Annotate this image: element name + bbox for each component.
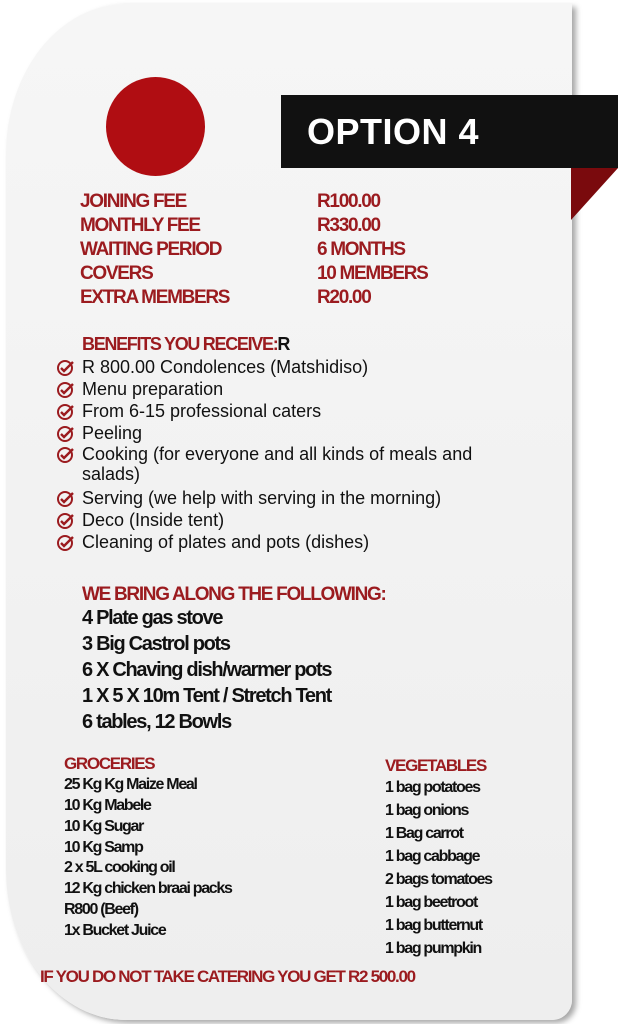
fee-value: 6 MONTHS	[317, 239, 405, 260]
vegetable-item: 1 bag pumpkin	[385, 940, 481, 957]
fee-row-waiting	[80, 239, 480, 263]
grocery-item: 10 Kg Sugar	[64, 818, 144, 835]
bring-item: 6 tables, 12 Bowls	[82, 711, 231, 733]
benefit-text: Menu preparation	[82, 379, 224, 399]
check-circle-icon	[56, 381, 76, 399]
vegetable-item: 1 bag cabbage	[385, 848, 480, 865]
bring-item: 3 Big Castrol pots	[82, 633, 230, 655]
grocery-item: 2 x 5L cooking oil	[64, 859, 175, 876]
option-title-banner	[281, 95, 618, 168]
benefits-title-suffix: R	[277, 334, 290, 354]
bring-item: 6 X Chaving dish/warmer pots	[82, 659, 332, 681]
benefit-item	[56, 532, 536, 554]
check-circle-icon	[56, 425, 76, 443]
vegetable-item: 1 bag onions	[385, 802, 469, 819]
fee-row-joining	[80, 191, 480, 215]
bring-title: WE BRING ALONG THE FOLLOWING:	[82, 584, 386, 605]
grocery-item: 1x Bucket Juice	[64, 922, 166, 939]
ribbon-fold	[571, 168, 618, 220]
grocery-item: 12 Kg chicken braai packs	[64, 880, 232, 897]
groceries-title: GROCERIES	[64, 754, 155, 773]
fee-value: R20.00	[317, 287, 371, 308]
benefit-text: Peeling	[82, 423, 143, 443]
benefit-item	[56, 510, 536, 532]
vegetables-title: VEGETABLES	[385, 756, 486, 775]
benefit-item	[56, 423, 536, 445]
check-circle-icon	[56, 534, 76, 552]
red-circle-decoration	[106, 77, 205, 176]
vegetable-item: 1 bag beetroot	[385, 894, 478, 911]
benefit-text: R 800.00 Condolences (Matshidiso)	[82, 357, 369, 377]
check-circle-icon	[56, 359, 76, 377]
vegetable-item: 1 bag potatoes	[385, 779, 480, 796]
fee-value: R330.00	[317, 215, 380, 236]
bring-item: 4 Plate gas stove	[82, 607, 223, 629]
benefit-text: Cleaning of plates and pots (dishes)	[82, 532, 370, 552]
check-circle-icon	[56, 490, 76, 508]
benefits-title	[82, 334, 289, 355]
check-circle-icon	[56, 512, 76, 530]
bring-item: 1 X 5 X 10m Tent / Stretch Tent	[82, 685, 332, 707]
check-circle-icon	[56, 403, 76, 421]
grocery-item: 25 Kg Kg Maize Meal	[64, 776, 197, 793]
benefits-title-text: BENEFITS YOU RECEIVE:	[82, 334, 278, 354]
vegetable-item: 1 bag butternut	[385, 917, 482, 934]
benefit-item	[56, 444, 536, 488]
fee-row-extra	[80, 287, 480, 311]
vegetable-item: 1 Bag carrot	[385, 825, 463, 842]
benefit-text: Cooking (for everyone and all kinds of meals and salads)	[82, 444, 473, 484]
footer-note: IF YOU DO NOT TAKE CATERING YOU GET R2 500.00	[40, 967, 415, 986]
check-circle-icon	[56, 446, 76, 464]
fee-value: R100.00	[317, 191, 380, 212]
benefit-item	[56, 379, 536, 401]
grocery-item: 10 Kg Samp	[64, 839, 143, 856]
benefit-text: Deco (Inside tent)	[82, 510, 225, 530]
vegetable-item: 2 bags tomatoes	[385, 871, 492, 888]
benefit-item	[56, 488, 536, 510]
fee-row-covers	[80, 263, 480, 287]
fee-label: MONTHLY FEE	[80, 215, 200, 236]
grocery-item: R800 (Beef)	[64, 901, 138, 918]
grocery-item: 10 Kg Mabele	[64, 797, 151, 814]
benefit-item	[56, 357, 536, 379]
benefit-text: Serving (we help with serving in the morning)	[82, 488, 442, 508]
fee-row-monthly	[80, 215, 480, 239]
fee-label: WAITING PERIOD	[80, 239, 222, 260]
fee-value: 10 MEMBERS	[317, 263, 428, 284]
option-title: OPTION 4	[307, 110, 480, 152]
fee-label: JOINING FEE	[80, 191, 187, 212]
fee-label: COVERS	[80, 263, 153, 284]
benefit-text: From 6-15 professional caters	[82, 401, 322, 421]
benefit-item	[56, 401, 536, 423]
fee-label: EXTRA MEMBERS	[80, 287, 230, 308]
